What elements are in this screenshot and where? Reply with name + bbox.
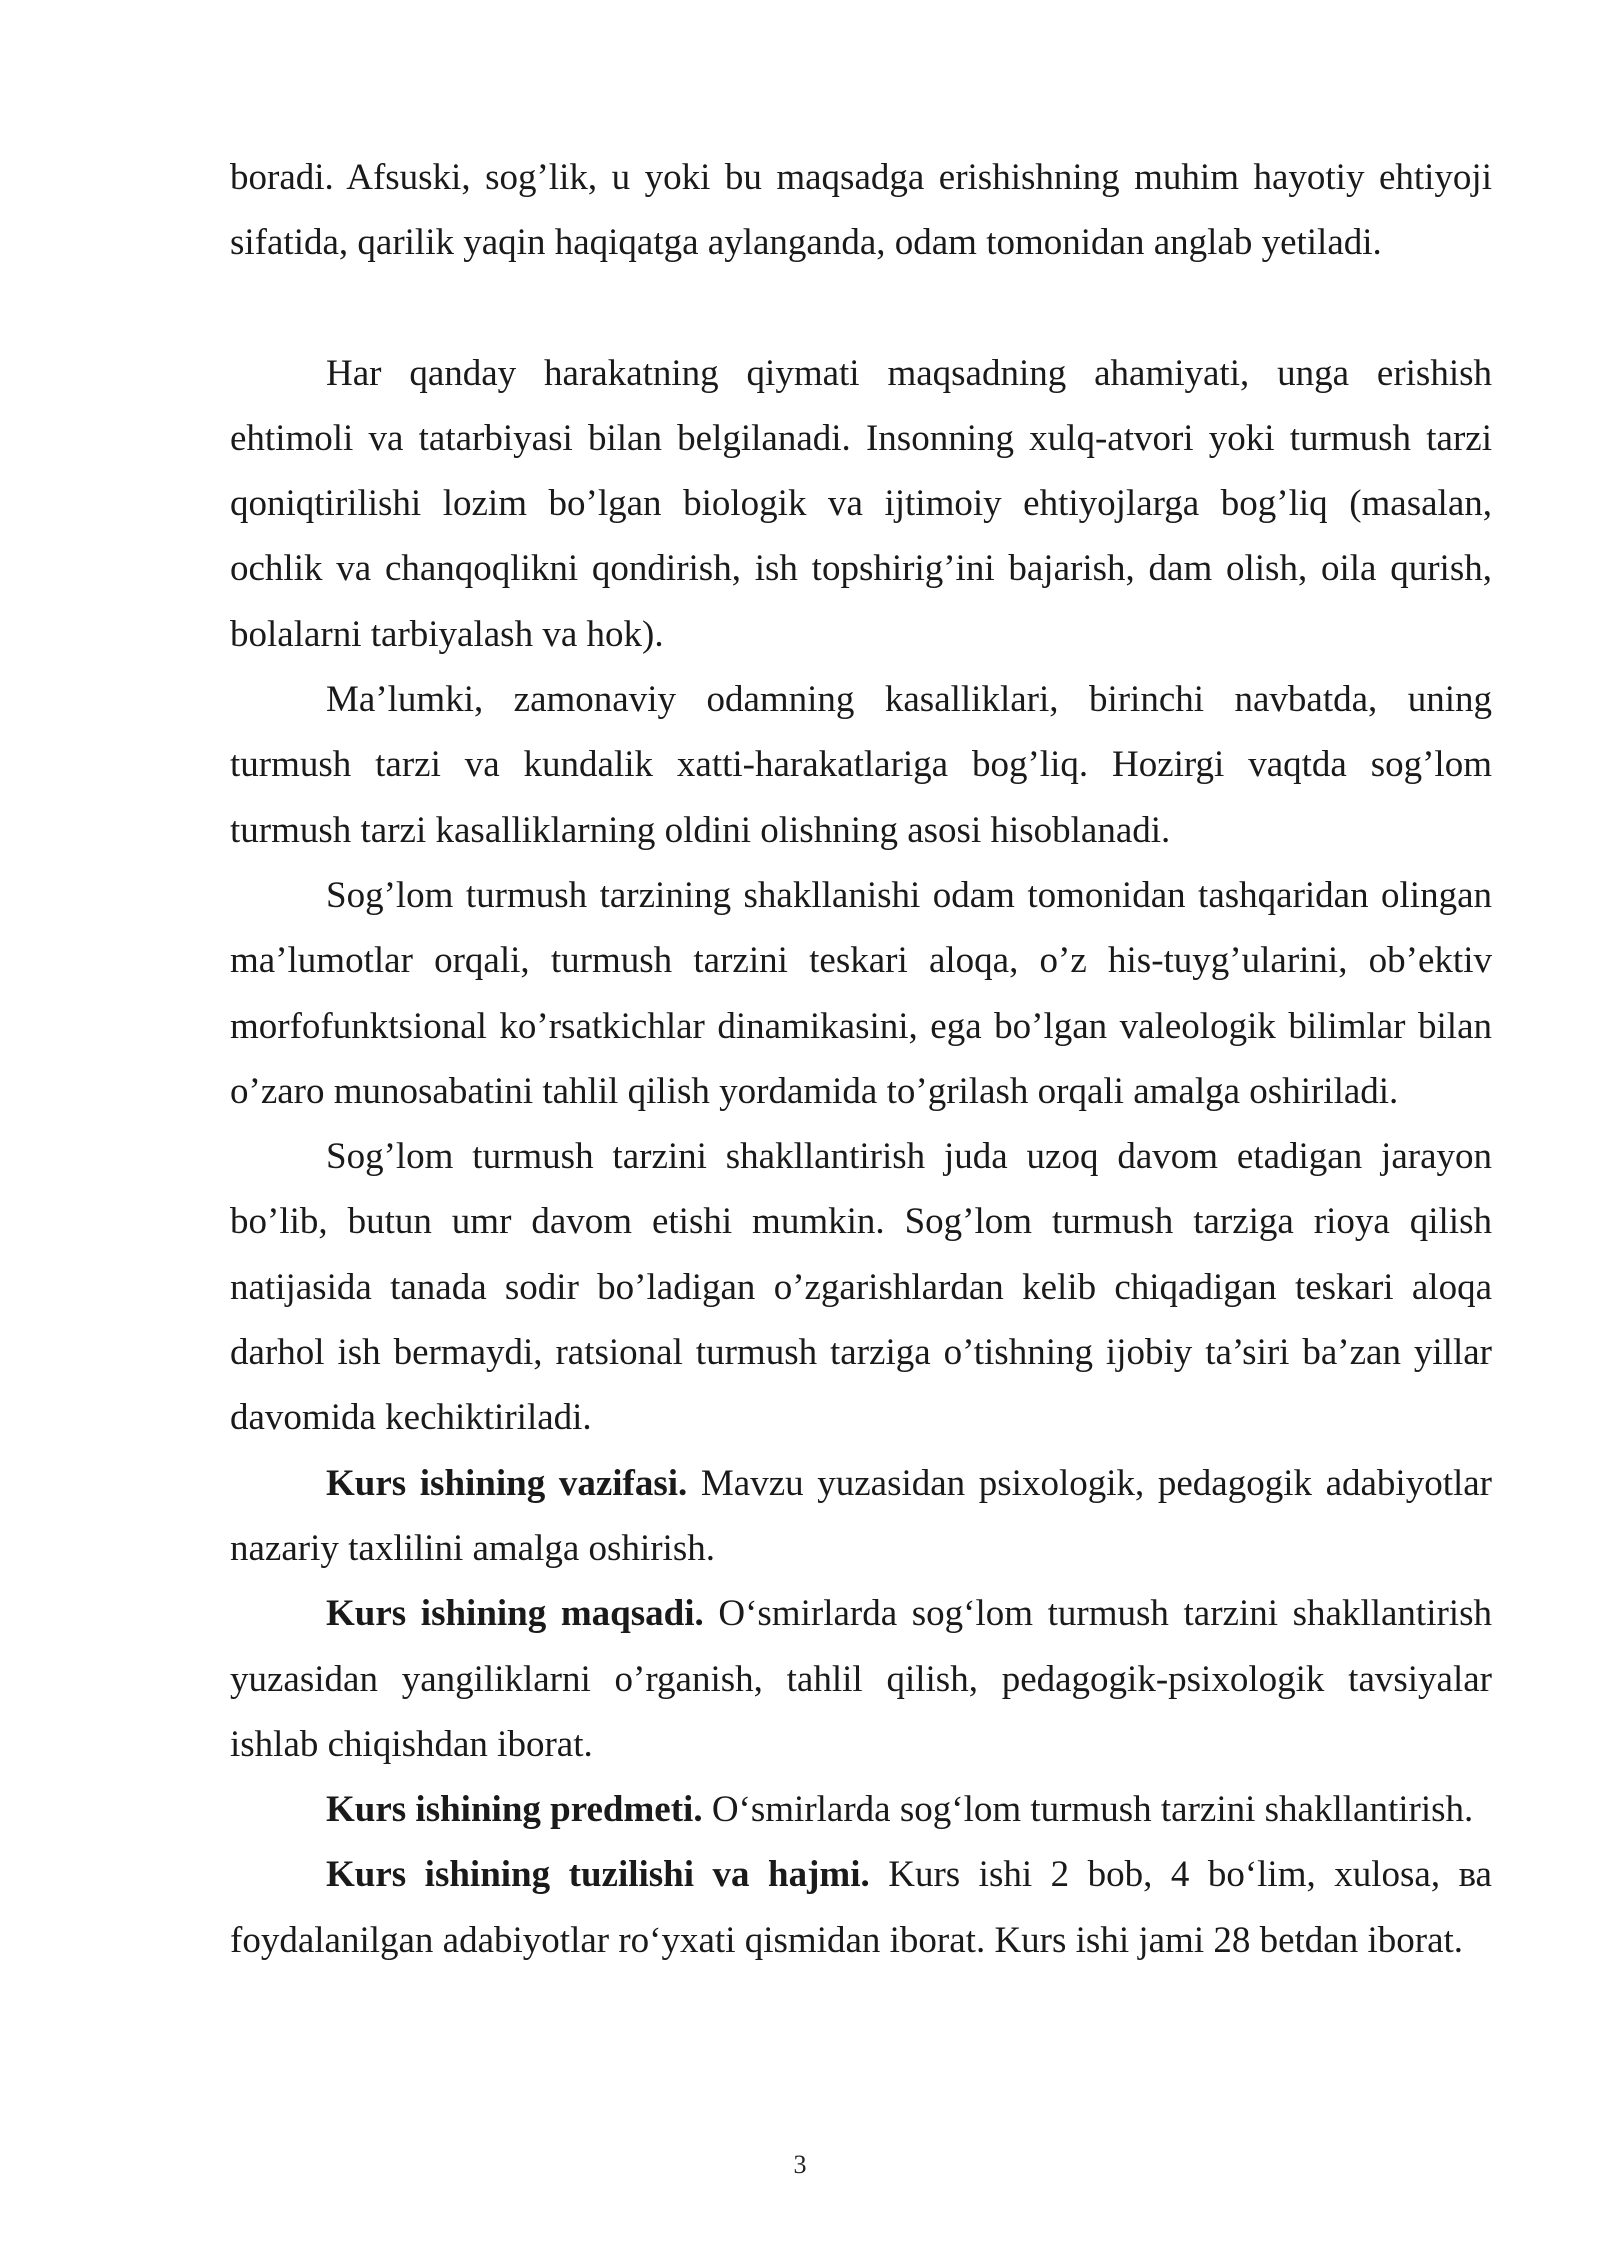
- paragraph-long-process: Sog’lom turmush tarzini shakllantirish juda uzoq davom etadigan jarayon bo’lib, butun umr davom etishi mumkin. Sog’lom turmush tarziga rioya qilish natijasida tanada sodir bo’ladigan o’zgarishlardan kelib chiqadigan teskari aloqa darhol ish bermaydi, ratsional turmush tarziga o’tishning ijobiy ta’siri ba’zan yillar davomida kechiktiriladi.: [230, 1136, 1492, 1439]
- section-subject-text: O‘smirlarda sog‘lom turmush tarzini shakllantirish.: [702, 1789, 1474, 1831]
- page-number: 3: [793, 2150, 807, 2179]
- section-subject: [230, 1777, 1492, 1842]
- document-page: [230, 145, 1492, 1973]
- section-task-text: Mavzu yuzasidan psixologik, pedagogik adabiyotlar nazariy taxlilini amalga oshirish.: [230, 1462, 1492, 1569]
- paragraph-modern-diseases: Ma’lumki, zamonaviy odamning kasalliklari, birinchi navbatda, uning turmush tarzi va kundalik xatti-harakatlariga bog’liq. Hozirgi vaqtda sog’lom turmush tarzi kasalliklarning oldini olishning asosi hisoblanadi.: [230, 679, 1492, 851]
- section-goal-text: O‘smirlarda sog‘lom turmush tarzini shakllantirish yuzasidan yangiliklarni o’rganish, tahlil qilish, pedagogik-psixologik tavsiyalar ishlab chiqishdan iborat.: [230, 1593, 1492, 1765]
- section-structure-heading: Kurs ishining tuzilishi va hajmi.: [326, 1854, 870, 1896]
- paragraph-lifestyle-formation: Sog’lom turmush tarzining shakllanishi odam tomonidan tashqaridan olingan ma’lumotlar orqali, turmush tarzini teskari aloqa, o’z his-tuyg’ularini, ob’ektiv morfofunktsional ko’rsatkichlar dinamikasini, ega bo’lgan valeologik bilimlar bilan o’zaro munosabatini tahlil qilish yordamida to’grilash orqali amalga oshiriladi.: [230, 874, 1492, 1112]
- section-goal-heading: Kurs ishining maqsadi.: [326, 1593, 704, 1635]
- section-subject-heading: Kurs ishining predmeti.: [326, 1789, 703, 1831]
- section-structure-text: Kurs ishi 2 bob, 4 bo‘lim, xulosa, ва foydalanilgan adabiyotlar ro‘yxati qismidan iborat. Kurs ishi jami 28 betdan iborat.: [230, 1854, 1492, 1961]
- paragraph-action-value: Har qanday harakatning qiymati maqsadning ahamiyati, unga erishish ehtimoli va tatarbiyasi bilan belgilanadi. Insonning xulq-atvori yoki turmush tarzi qoniqtirilishi lozim bo’lgan biologik va ijtimoiy ehtiyojlarga bog’liq (masalan, ochlik va chanqoqlikni qondirish, ish topshirig’ini bajarish, dam olish, oila qurish, bolalarni tarbiyalash va hok).: [230, 352, 1492, 655]
- paragraph-continuation: boradi. Afsuski, sog’lik, u yoki bu maqsadga erishishning muhim hayotiy ehtiyoji sifatida, qarilik yaqin haqiqatga aylanganda, odam tomonidan anglab yetiladi.: [230, 157, 1492, 264]
- section-task: [230, 1451, 1492, 1582]
- section-structure: [230, 1842, 1492, 1973]
- section-goal: [230, 1581, 1492, 1777]
- section-task-heading: Kurs ishining vazifasi.: [326, 1462, 688, 1504]
